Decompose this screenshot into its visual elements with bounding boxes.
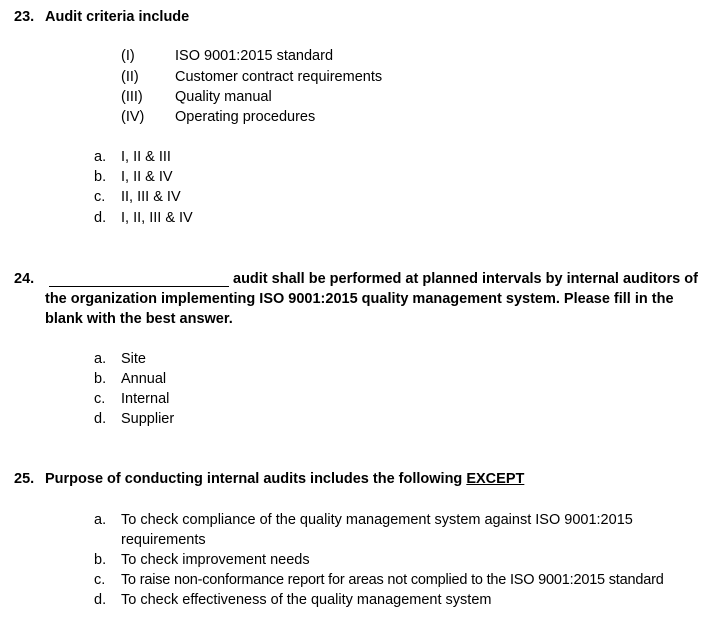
question-stem: Audit criteria include bbox=[45, 9, 190, 25]
roman-numeral: (IV) bbox=[121, 109, 145, 125]
option-text: II, III & IV bbox=[121, 189, 181, 205]
option-letter: a. bbox=[94, 512, 107, 528]
option-letter: a. bbox=[94, 351, 107, 367]
option-letter: c. bbox=[94, 391, 106, 407]
criteria-item: Customer contract requirements bbox=[175, 69, 383, 85]
fill-in-blank bbox=[49, 286, 229, 287]
question-stem-line: audit shall be performed at planned intervals by internal auditors of bbox=[233, 271, 698, 287]
option-text: I, II, III & IV bbox=[121, 210, 193, 226]
question-number: 24. bbox=[14, 271, 35, 287]
option-text: To raise non-conformance report for areas not complied to the ISO 9001:2015 standard bbox=[121, 572, 664, 588]
option-text: To check improvement needs bbox=[121, 552, 310, 568]
option-text: Site bbox=[121, 351, 146, 367]
option-letter: a. bbox=[94, 149, 107, 165]
option-letter: b. bbox=[94, 371, 107, 387]
criteria-item: ISO 9001:2015 standard bbox=[175, 48, 334, 64]
option-text: I, II & IV bbox=[121, 169, 173, 185]
question-number: 23. bbox=[14, 9, 35, 25]
option-letter: d. bbox=[94, 592, 107, 608]
option-letter: b. bbox=[94, 552, 107, 568]
criteria-item: Quality manual bbox=[175, 89, 272, 105]
question-stem-text: Purpose of conducting internal audits includes the following bbox=[45, 471, 463, 487]
option-text: To check effectiveness of the quality management system bbox=[121, 592, 492, 608]
criteria-item: Operating procedures bbox=[175, 109, 316, 125]
roman-numeral: (I) bbox=[121, 48, 135, 64]
roman-numeral: (II) bbox=[121, 69, 139, 85]
option-letter: d. bbox=[94, 210, 107, 226]
option-letter: c. bbox=[94, 572, 106, 588]
question-number: 25. bbox=[14, 471, 35, 487]
question-stem bbox=[45, 469, 524, 489]
option-text-continuation: requirements bbox=[121, 532, 206, 548]
option-text: I, II & III bbox=[121, 149, 171, 165]
option-text: Internal bbox=[121, 391, 170, 407]
question-stem-line: the organization implementing ISO 9001:2015 quality management system. Please fill in the bbox=[45, 291, 674, 307]
question-stem-line: blank with the best answer. bbox=[45, 311, 233, 327]
option-letter: d. bbox=[94, 411, 107, 427]
option-text: To check compliance of the quality management system against ISO 9001:2015 bbox=[121, 512, 633, 528]
option-text: Supplier bbox=[121, 411, 175, 427]
question-stem-emphasis: EXCEPT bbox=[466, 471, 525, 487]
option-text: Annual bbox=[121, 371, 167, 387]
roman-numeral: (III) bbox=[121, 89, 143, 105]
option-letter: b. bbox=[94, 169, 107, 185]
option-letter: c. bbox=[94, 189, 106, 205]
